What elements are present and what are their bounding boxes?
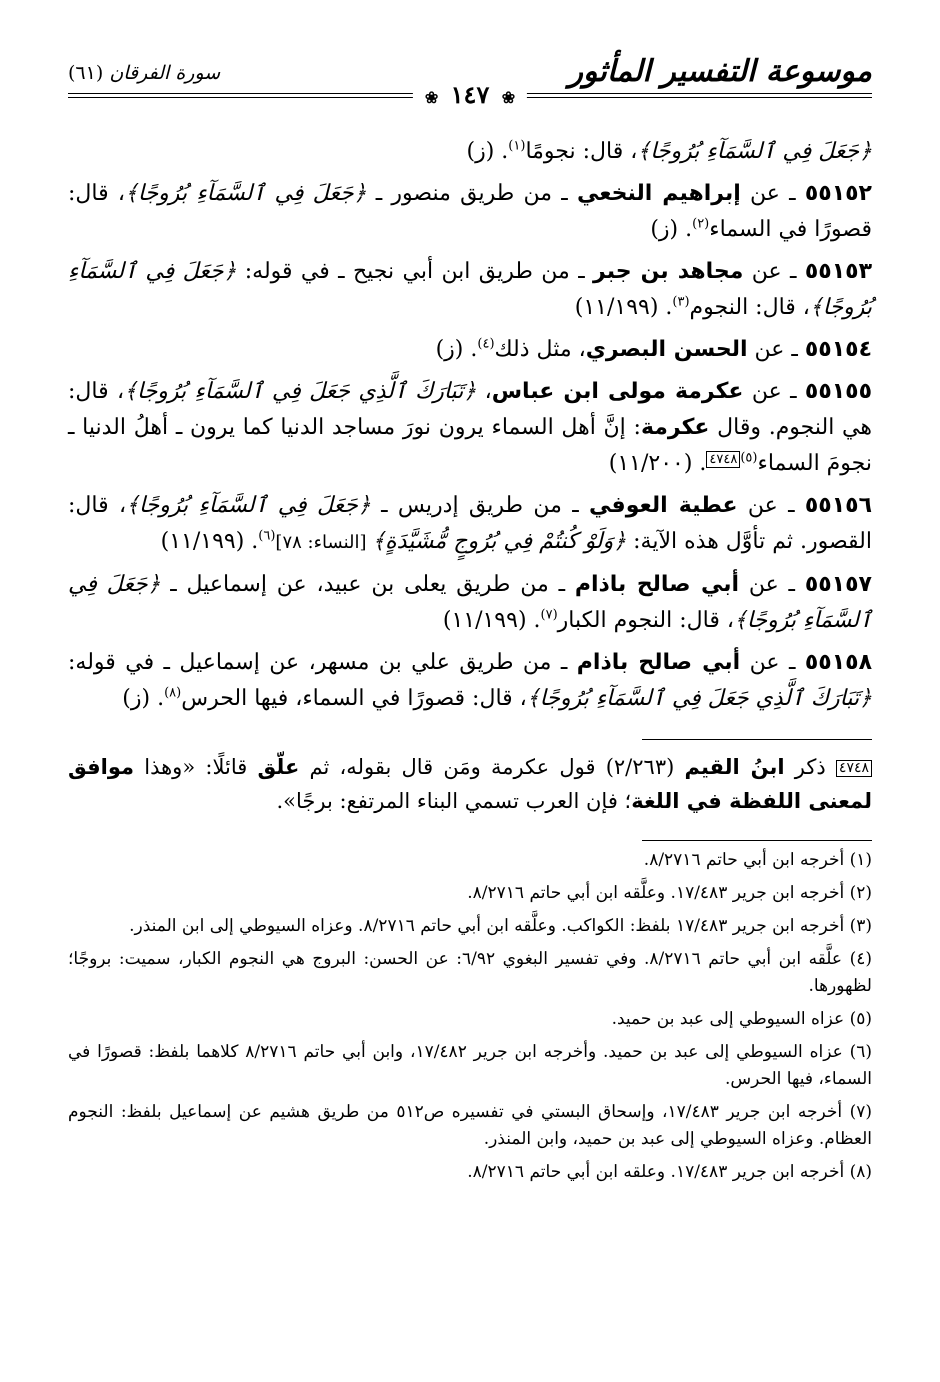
narrator-name: مجاهد بن جبر [593,259,744,284]
narration-number: ٥٥١٥٦ [804,493,872,518]
narrator-name: عطية العوفي [589,493,738,518]
footnote-item: (٤) علَّقه ابن أبي حاتم ٨/٢٧١٦. وفي تفسير البغوي ٦/٩٢: عن الحسن: البروج هي النجوم الكبار، سميت: بروجًا؛ لظهورها. [68,949,872,996]
footnote-ref: (٢) [692,216,710,232]
footnote-item: (٢) أخرجه ابن جرير ١٧/٤٨٣. وعلَّقه ابن أبي حاتم ٨/٢٧١٦. [467,883,872,903]
book-page [68,50,872,1342]
text-segment: ، قال: النجوم [689,295,810,320]
narration-entry [68,645,872,717]
narration-number: ٥٥١٥٢ [804,181,872,206]
narration-entry [68,567,872,639]
text-segment: ، قال: قصورًا في السماء، فيها الحرس [181,686,527,711]
footnotes [68,847,872,1186]
text-segment: ـ عن [747,337,805,362]
narrator-name: عكرمة مولى ابن عباس [491,379,744,404]
text-segment: ـ من طريق إدريس ـ [370,493,590,518]
footnote-item: (٥) عزاه السيوطي إلى عبد بن حميد. [611,1009,872,1029]
narrator-name: موافق لمعنى اللفظة في اللغة [68,755,872,813]
footnote-ref: (١) [508,138,526,154]
narration-entry [68,254,872,326]
quran-verse: ﴿تَبَارَكَ ٱلَّذِي جَعَلَ فِي ٱلسَّمَآءِ بُرُوجًا﴾ [526,686,872,711]
text-segment: ذكر [784,755,836,779]
narrator-name: الحسن البصري [585,337,748,362]
note-separator [642,739,872,740]
text-segment: ، قال: النجوم الكبار [557,608,734,633]
note-marker: ٤٧٤٨ [836,760,872,777]
narrator-name: عكرمة [640,415,710,440]
narration-entry [68,374,872,482]
narration-number: ٥٥١٥٨ [804,650,872,675]
text-segment: ، [476,379,492,404]
quran-verse: ﴿جَعَلَ فِي ٱلسَّمَآءِ بُرُوجًا﴾ [126,493,371,518]
narration-number: ٥٥١٥٧ [804,572,872,597]
commentary-note [68,750,872,818]
narrator-name: أبي صالح باذام [574,572,740,597]
page-number-badge [413,80,527,109]
surah-name: سورة الفرقان [109,62,221,84]
footnote-ref: (٧) [540,607,558,623]
footnote-item: (٦) عزاه السيوطي إلى عبد بن حميد. وأخرجه ابن جرير ١٧/٤٨٢، وابن أبي حاتم ٨/٢٧١٦ كلاهما بلفظ: قصورًا في السماء، فيها الحرس. [68,1042,872,1089]
narrator-name: ابنُ القيم [684,755,785,779]
footnote-item: (٣) أخرجه ابن جرير ١٧/٤٨٣ بلفظ: الكواكب. وعلَّقه ابن أبي حاتم ٨/٢٧١٦. وعزاه السيوطي إلى ابن المنذر. [129,916,872,936]
footnote-ref: (٦) [258,528,276,544]
ornament-icon: ❀ [424,88,439,107]
text-segment: . (١١/١٩٩) [442,608,541,633]
text-segment: ـ من طريق علي بن مسهر، عن إسماعيل ـ في قوله: [68,650,577,675]
footnote-separator [642,840,872,841]
quran-verse: ﴿وَلَوْ كُنتُمْ فِي بُرُوجٍ مُّشَيَّدَةٍ﴾ [372,529,627,554]
page-header [68,50,872,109]
text-segment: . (١١/١٩٩) [574,295,673,320]
narrator-name: أبي صالح باذام [576,650,741,675]
text-segment: . (ز) [435,337,478,362]
text-segment: ـ عن [743,259,805,284]
footnote-item: (٨) أخرجه ابن جرير ١٧/٤٨٣. وعلقه ابن أبي حاتم ٨/٢٧١٦. [467,1162,872,1182]
page-number: ١٤٧ [450,80,490,109]
narrator-name: إبراهيم النخعي [577,181,741,206]
narration-entry [68,488,872,561]
text-segment: ، قال: نجومًا [525,139,638,164]
text-segment: ، قال: هي النجوم. وقال [68,379,872,440]
note-marker: ٤٧٤٨ [706,451,740,468]
narration-number: ٥٥١٥٤ [804,337,872,362]
text-segment: ـ عن [743,379,805,404]
verse-reference: [النساء: ٧٨] [275,532,373,553]
surah-number: (٦١) [68,62,104,84]
text-segment: ، مثل ذلك [494,337,586,362]
narrations-list [68,134,872,717]
text-segment: ـ عن [740,650,805,675]
quran-verse: ﴿جَعَلَ فِي ٱلسَّمَآءِ بُرُوجًا﴾ [68,259,872,320]
text-segment: ـ من طريق يعلى بن عبيد، عن إسماعيل ـ [160,572,575,597]
text-segment: ؛ فإن العرب تسمي البناء المرتفع: برجًا». [276,789,632,813]
footnote-ref: (٣) [672,294,690,310]
narrator-name: علّق [257,755,300,779]
footnote-item: (١) أخرجه ابن أبي حاتم ٨/٢٧١٦. [643,850,872,870]
quran-verse: ﴿جَعَلَ فِي ٱلسَّمَآءِ بُرُوجًا﴾ [124,181,367,206]
footnote-ref: (٥) [740,450,758,466]
narration-number: ٥٥١٥٥ [804,379,873,404]
text-segment: ـ من طريق منصور ـ [366,181,577,206]
text-segment: قائلًا: «وهذا [134,755,258,779]
text-segment: ، قال: القصور. ثم تأوَّل هذه الآية: [68,493,872,554]
narration-entry [68,176,872,248]
text-segment: ـ من طريق ابن أبي نجيح ـ في قوله: [236,259,594,284]
footnote-item: (٧) أخرجه ابن جرير ١٧/٤٨٣، وإسحاق البستي في تفسيره ص٥١٢ من طريق هشيم عن إسماعيل بلفظ: النجوم العظام. وعزاه السيوطي إلى عبد بن حميد، وابن المنذر. [68,1102,872,1149]
footnote-ref: (٤) [477,336,495,352]
text-segment: . (ز) [650,217,693,242]
quran-verse: ﴿جَعَلَ فِي ٱلسَّمَآءِ بُرُوجًا﴾ [68,572,872,633]
text-segment: . (ز) [122,686,165,711]
narration-number: ٥٥١٥٣ [804,259,872,284]
book-title: موسوعة التفسير المأثور [568,54,872,89]
narration-entry [68,134,872,170]
text-segment: . (١١/١٩٩) [160,529,259,554]
surah-label [68,62,220,84]
text-segment: ـ عن [739,572,805,597]
text-segment: (٢/٢٦٣) قول عكرمة ومَن قال بقوله، ثم [299,755,685,779]
text-segment: : إنَّ أهل السماء يرون نورَ مساجد الدنيا كما يرون ـ أهلُ الدنيا ـ نجومَ السماء [68,415,872,476]
text-segment: . (١١/٢٠٠) [608,451,707,476]
footnote-ref: (٨) [164,685,182,701]
text-segment: . (ز) [466,139,509,164]
quran-verse: ﴿جَعَلَ فِي ٱلسَّمَآءِ بُرُوجًا﴾ [637,139,872,164]
ornament-icon: ❀ [501,88,516,107]
text-segment: ، قال: قصورًا في السماء [68,181,872,242]
text-segment: ـ عن [740,181,805,206]
text-segment: ـ عن [737,493,805,518]
quran-verse: ﴿تَبَارَكَ ٱلَّذِي جَعَلَ فِي ٱلسَّمَآءِ بُرُوجًا﴾ [124,379,477,404]
narration-entry [68,332,872,368]
